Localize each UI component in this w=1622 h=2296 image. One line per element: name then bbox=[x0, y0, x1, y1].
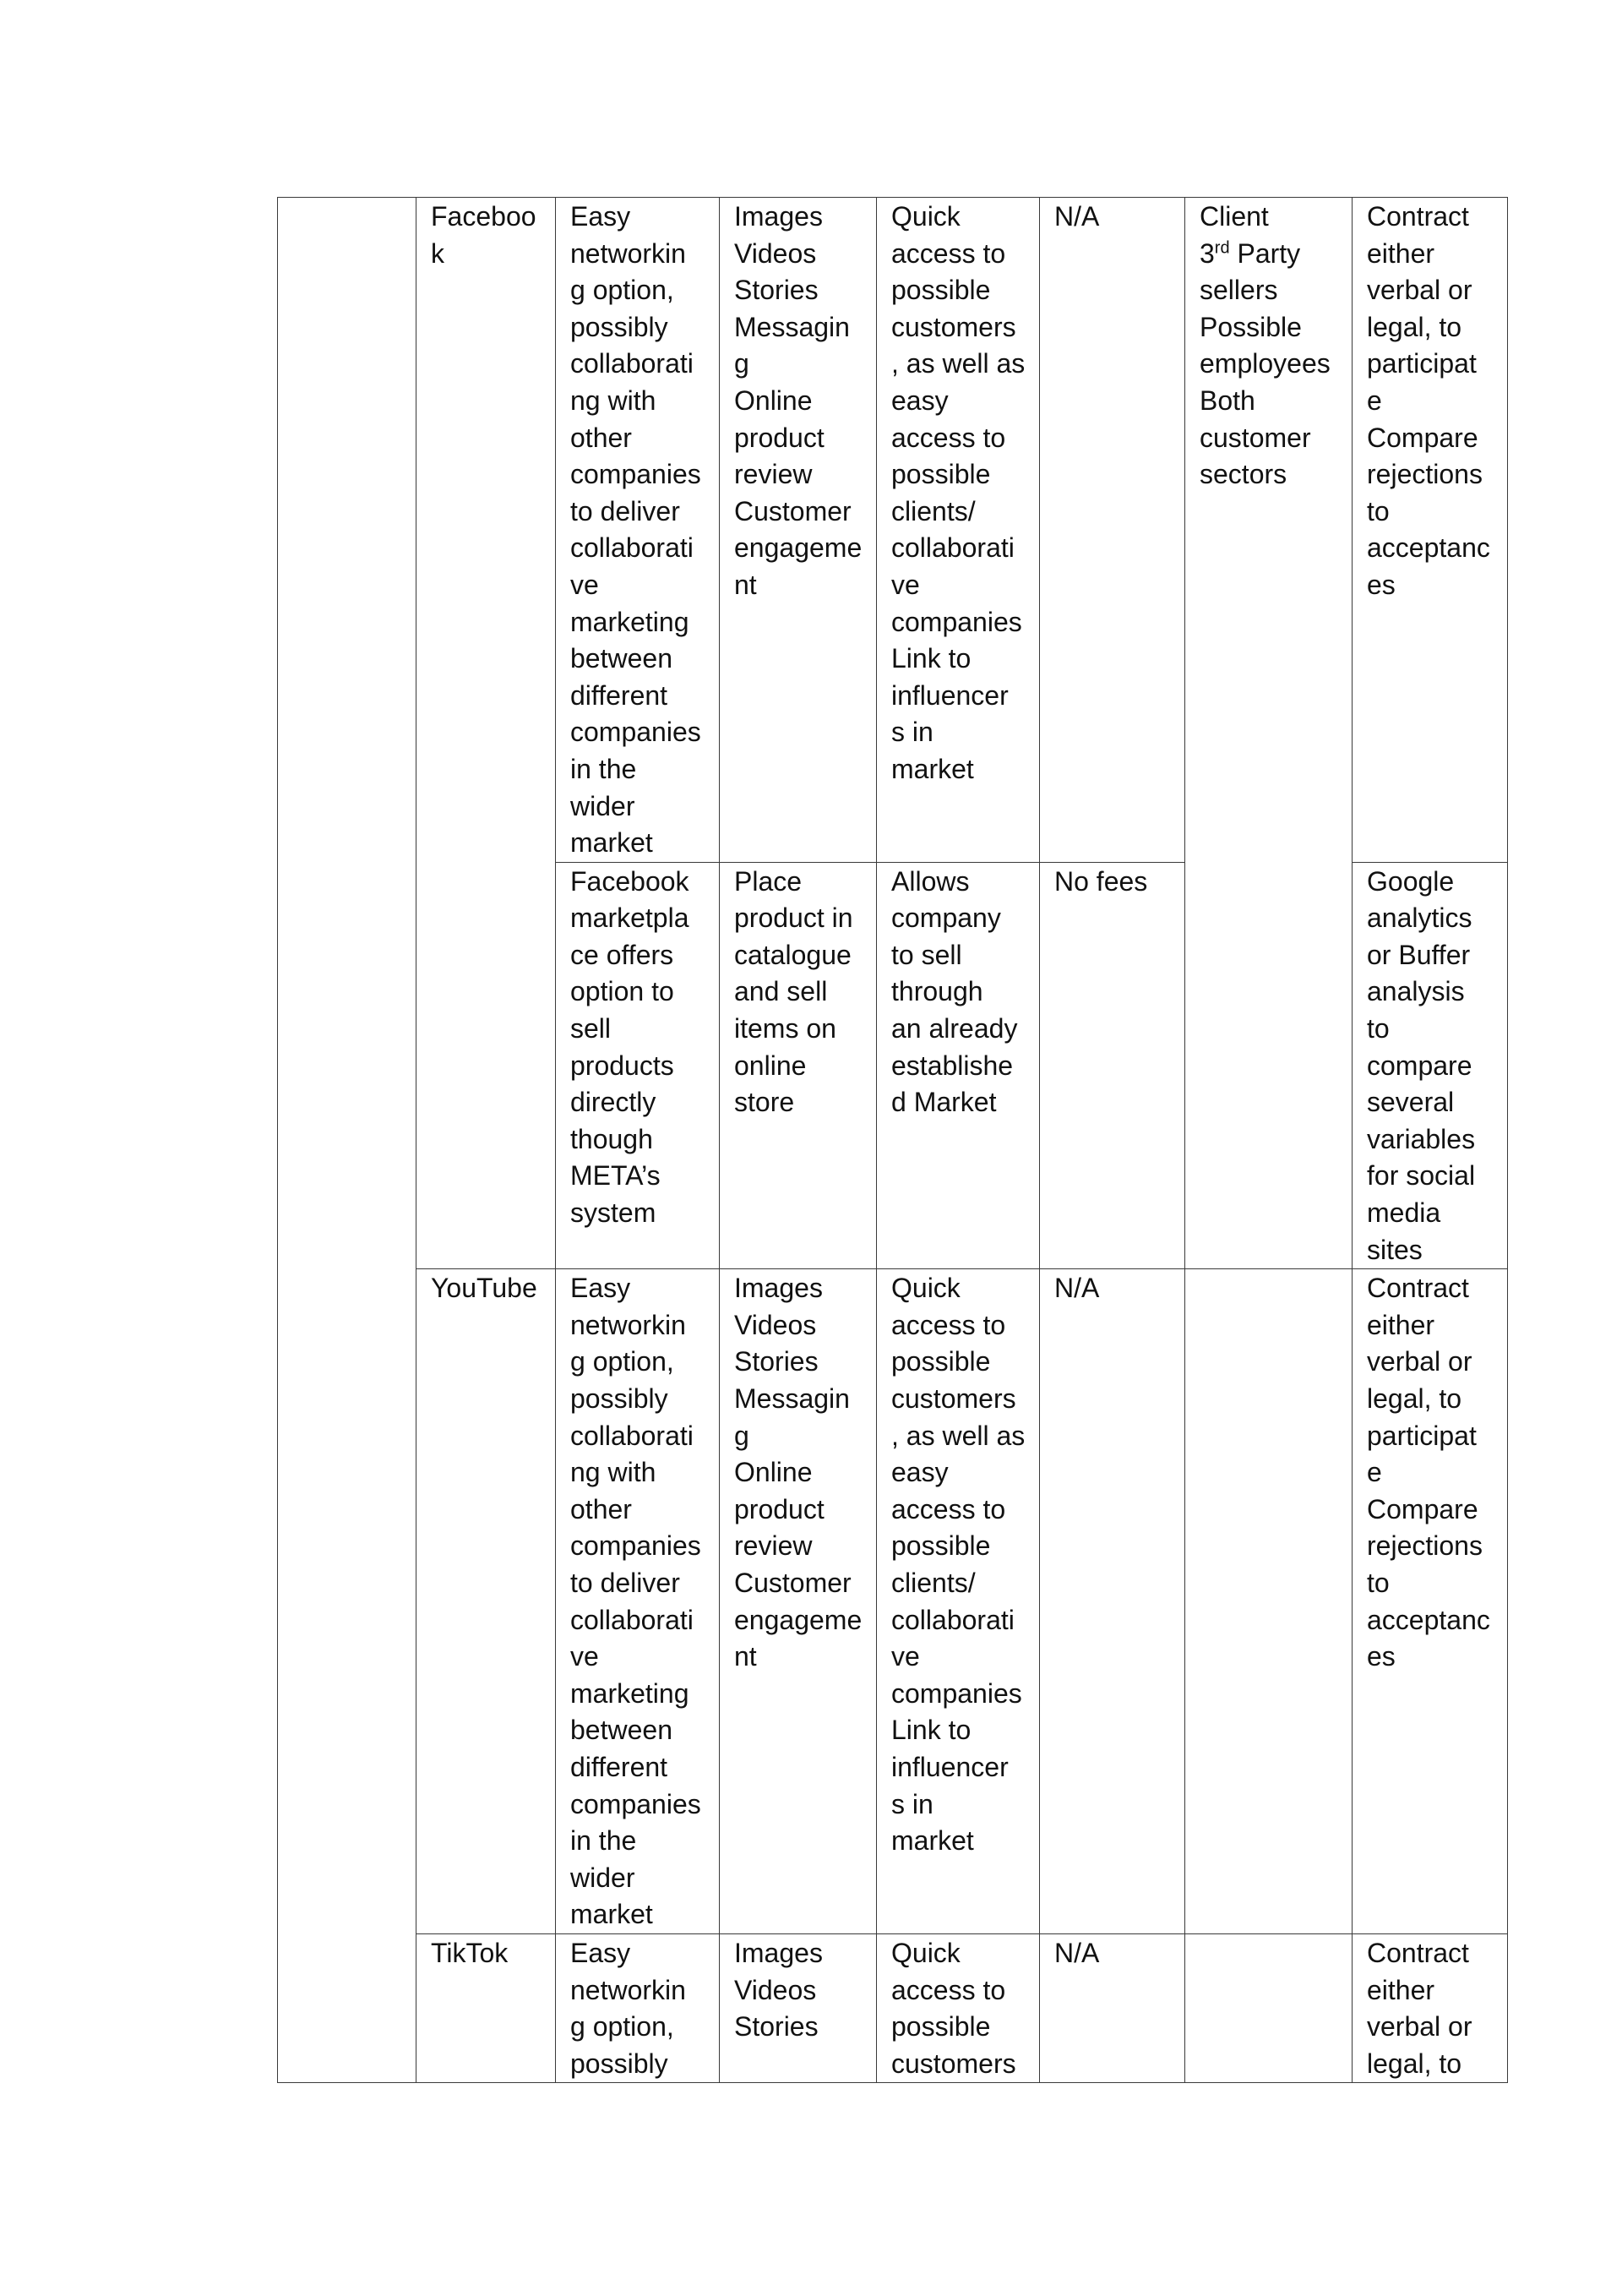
audience-party-text: Party bbox=[1229, 237, 1301, 269]
measure-cell: Google analytics or Buffer analysis to compare several variables for social media sites bbox=[1353, 862, 1508, 1269]
audience-cell bbox=[1185, 198, 1353, 1269]
cost-cell: N/A bbox=[1040, 1269, 1185, 1934]
measure-cell: Contract either verbal or legal, to participat e Compare rejections to acceptanc es bbox=[1353, 1269, 1508, 1934]
audience-cell bbox=[1185, 1269, 1353, 1934]
marketing-table bbox=[277, 197, 1508, 2083]
platform-cell: YouTube bbox=[416, 1269, 556, 1934]
cost-cell: N/A bbox=[1040, 1933, 1185, 2082]
measure-cell: Contract either verbal or legal, to bbox=[1353, 1933, 1508, 2082]
table-row bbox=[278, 198, 1508, 863]
content-cell: Images Videos Stories Messagin g Online product review Customer engageme nt bbox=[720, 1269, 877, 1934]
audience-ordinal-number: 3 bbox=[1200, 237, 1215, 269]
benefit-cell: Quick access to possible customers , as well as easy access to possible clients/ collaborati ve companies Link to influencer s in market bbox=[877, 1269, 1040, 1934]
description-cell: Easy networkin g option, possibly collaborati ng with other companies to deliver collaborati ve marketing between different companies in the wider market bbox=[556, 1269, 720, 1934]
description-cell: Easy networkin g option, possibly bbox=[556, 1933, 720, 2082]
content-cell: Images Videos Stories Messagin g Online product review Customer engageme nt bbox=[720, 198, 877, 863]
benefit-cell: Allows company to sell through an already establishe d Market bbox=[877, 862, 1040, 1269]
description-cell: Facebook marketpla ce offers option to sell products directly though META’s system bbox=[556, 862, 720, 1269]
audience-rest-text: sellers Possible employees Both customer sectors bbox=[1200, 275, 1331, 490]
table-row bbox=[278, 1933, 1508, 2082]
category-cell bbox=[278, 198, 416, 2083]
measure-cell: Contract either verbal or legal, to participat e Compare rejections to acceptanc es bbox=[1353, 198, 1508, 863]
cost-cell: N/A bbox=[1040, 198, 1185, 863]
audience-line-client: Client bbox=[1200, 201, 1269, 232]
platform-cell: TikTok bbox=[416, 1933, 556, 2082]
platform-cell: Faceboo k bbox=[416, 198, 556, 1269]
audience-cell bbox=[1185, 1933, 1353, 2082]
table-row bbox=[278, 1269, 1508, 1934]
description-cell: Easy networkin g option, possibly collaborati ng with other companies to deliver collaborati ve marketing between different companies in the wider market bbox=[556, 198, 720, 863]
audience-ordinal-suffix: rd bbox=[1214, 237, 1230, 257]
content-cell: Place product in catalogue and sell items on online store bbox=[720, 862, 877, 1269]
content-cell: Images Videos Stories bbox=[720, 1933, 877, 2082]
benefit-cell: Quick access to possible customers , as well as easy access to possible clients/ collaborati ve companies Link to influencer s in market bbox=[877, 198, 1040, 863]
cost-cell: No fees bbox=[1040, 862, 1185, 1269]
benefit-cell: Quick access to possible customers bbox=[877, 1933, 1040, 2082]
